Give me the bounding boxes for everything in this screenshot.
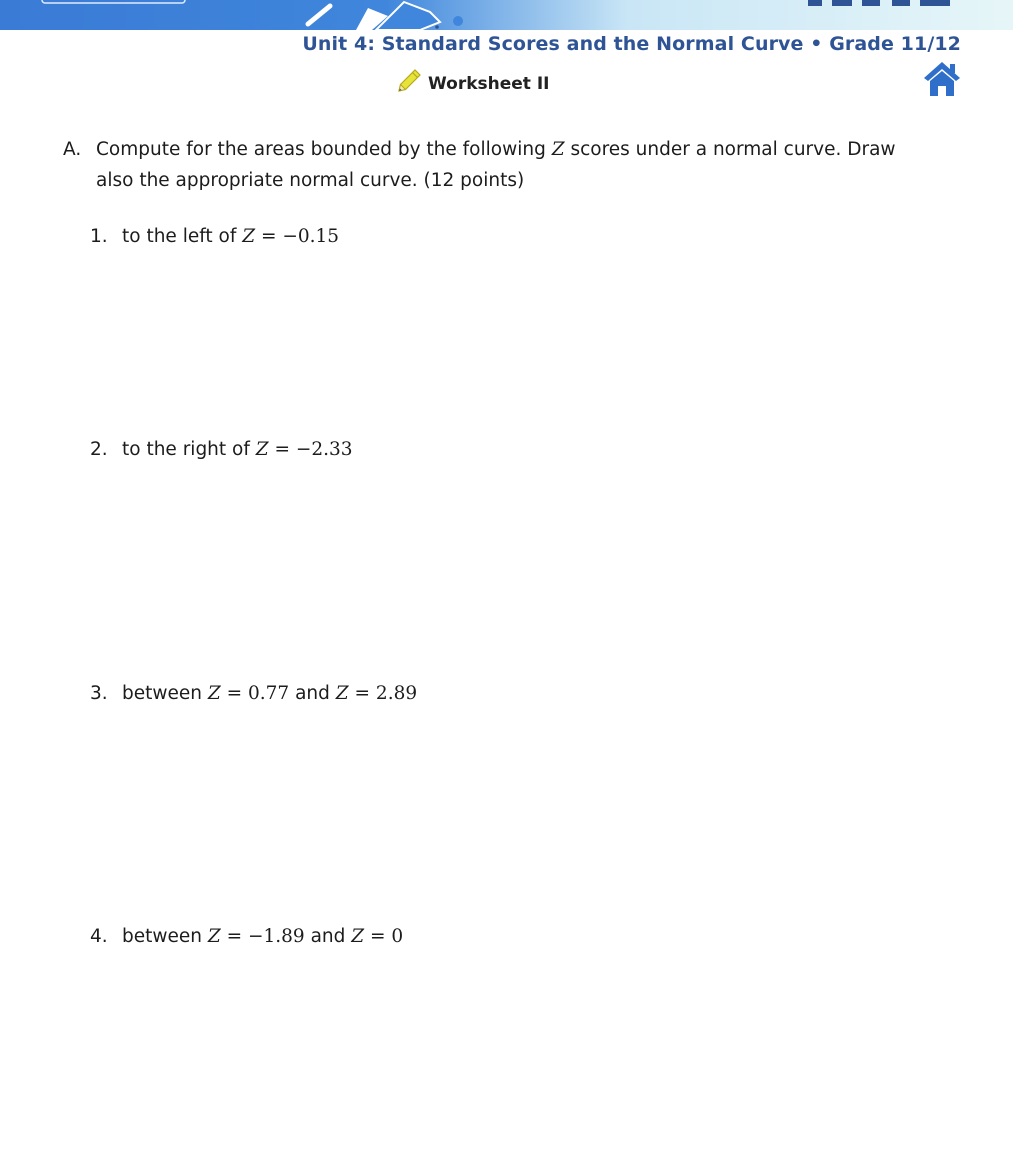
problem-number: 4.: [90, 926, 108, 947]
problem-text-connector: and: [304, 926, 352, 947]
problem-text: to the right of: [122, 439, 256, 460]
problem-text: between: [122, 926, 208, 947]
instruction-part1: Compute for the areas bounded by the following: [96, 139, 552, 160]
header-banner: [0, 0, 1013, 30]
worksheet-title: Worksheet II: [428, 74, 550, 94]
math-expression-2: Z = 2.89: [335, 683, 418, 704]
problem-number: 1.: [90, 226, 108, 247]
problem-text: between: [122, 683, 208, 704]
math-expression: Z = −0.15: [242, 226, 340, 247]
home-icon[interactable]: [922, 60, 962, 98]
section-instruction: [96, 134, 903, 196]
problem-number: 2.: [90, 439, 108, 460]
section-label: A.: [63, 139, 82, 160]
problem-item-3: [90, 683, 417, 704]
instruction-part2: scores under a normal curve. Draw also the appropriate normal curve. (12 points): [96, 139, 896, 191]
problem-item-1: [90, 226, 339, 247]
problem-item-4: [90, 926, 403, 947]
math-expression: Z = −1.89: [207, 926, 305, 947]
problem-text: to the left of: [122, 226, 243, 247]
math-expression: Z = 0.77: [207, 683, 290, 704]
math-expression-2: Z = 0: [351, 926, 404, 947]
math-expression: Z = −2.33: [255, 439, 353, 460]
problem-item-2: [90, 439, 353, 460]
problem-text-connector: and: [289, 683, 336, 704]
pencil-icon: [394, 66, 424, 96]
section-a-instructions: [63, 134, 903, 196]
problem-number: 3.: [90, 683, 108, 704]
unit-title: Unit 4: Standard Scores and the Normal Curve • Grade 11/12: [302, 33, 961, 55]
math-variable-z: Z: [551, 139, 565, 160]
